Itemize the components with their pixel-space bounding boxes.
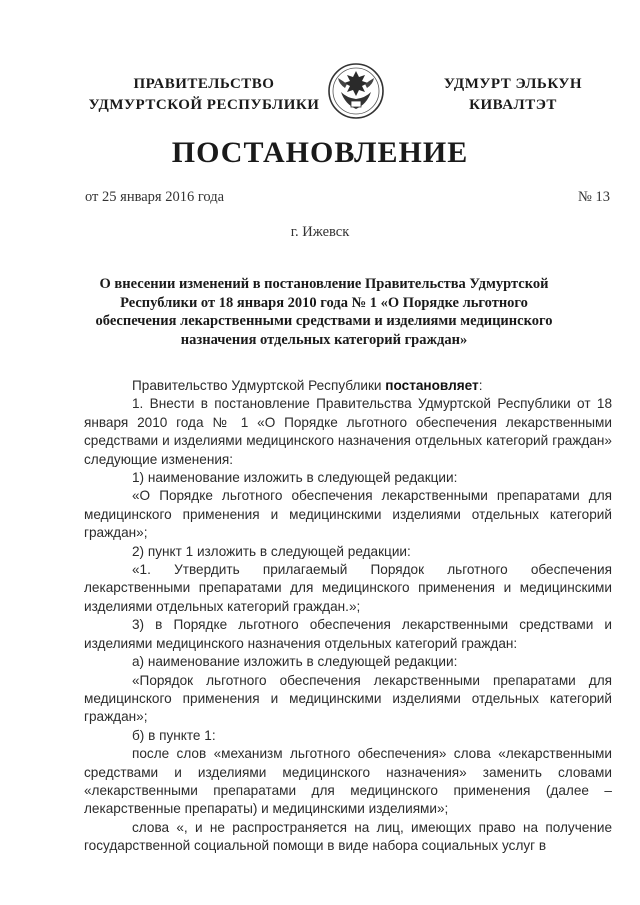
body-paragraph: «Порядок льготного обеспечения лекарственными препаратами для медицинского применения и медицинскими изделиями отдельных категорий граждан»; <box>84 672 612 725</box>
coat-of-arms-emblem-icon <box>327 62 385 120</box>
intro-bold-verb: постановляет <box>385 378 479 393</box>
intro-text: Правительство Удмуртской Республики <box>132 378 386 393</box>
body-paragraph: 2) пункт 1 изложить в следующей редакции: <box>132 543 411 559</box>
body-paragraph: 1) наименование изложить в следующей редакции: <box>132 470 458 486</box>
header-right-line1: УДМУРТ ЭЛЬКУН <box>443 76 583 92</box>
document-date: от 25 января 2016 года <box>85 189 225 205</box>
header-right-line2: КИВАЛТЭТ <box>469 97 557 113</box>
document-title: ПОСТАНОВЛЕНИЕ <box>171 136 469 169</box>
intro-paragraph <box>84 377 612 395</box>
document-number: № 13 <box>578 189 610 205</box>
header-left-line2: УДМУРТСКОЙ РЕСПУБЛИКИ <box>88 97 320 113</box>
body-paragraph: «1. Утвердить прилагаемый Порядок льготного обеспечения лекарственными препаратами для медицинского применения и медицинскими изделиями отдельных категорий граждан.»; <box>84 562 612 614</box>
document-body <box>84 377 612 856</box>
document-subject: О внесении изменений в постановление Правительства Удмуртской Республики от 18 января 2010 года № 1 «О Порядке льготного обеспечения лекарственными средствами и изделиями медицинского назначения отдельных категорий граждан» <box>95 276 553 348</box>
body-paragraph: б) в пункте 1: <box>132 727 216 743</box>
body-paragraph: слова «, и не распространяется на лиц, имеющих право на получение государственной социальной помощи в виде набора социальных услуг в <box>84 819 612 854</box>
body-paragraph: а) наименование изложить в следующей редакции: <box>132 654 458 670</box>
document-city: г. Ижевск <box>290 224 350 240</box>
body-paragraph: 1. Внести в постановление Правительства Удмуртской Республики от 18 января 2010 года № 1 «О Порядке льготного обеспечения лекарственными средствами и изделиями медицинского назначения отдельных категорий граждан» следующие изменения: <box>84 396 612 467</box>
body-paragraph: «О Порядке льготного обеспечения лекарственными препаратами для медицинского применения и медицинскими изделиями отдельных категорий граждан»; <box>84 488 612 541</box>
header-government-name-ru <box>88 74 320 116</box>
intro-end: : <box>478 378 483 393</box>
header-government-name-udm <box>420 74 606 116</box>
header-left-line1: ПРАВИТЕЛЬСТВО <box>133 76 275 92</box>
body-paragraph: после слов «механизм льготного обеспечения» слова «лекарственными средствами и изделиями медицинского назначения» заменить словами «лекарственными препаратами для медицинского применения (далее – лекарственные препараты) и медицинскими изделиями»; <box>84 746 612 817</box>
body-paragraph: 3) в Порядке льготного обеспечения лекарственными средствами и изделиями медицинского назначения отдельных категорий граждан: <box>84 617 612 651</box>
